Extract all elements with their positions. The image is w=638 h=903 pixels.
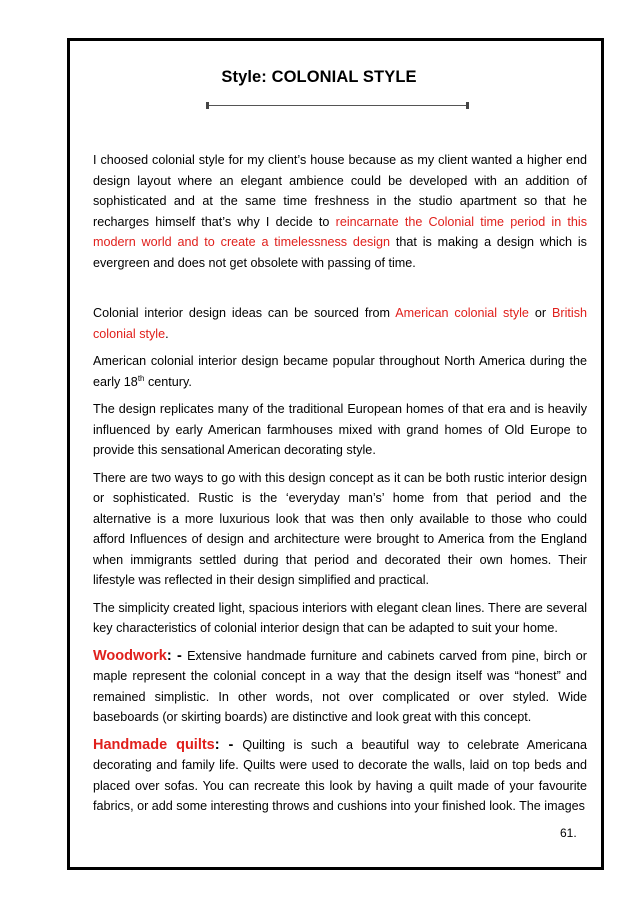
text-run: American colonial interior design became popular throughout North America during the early 18: [93, 354, 587, 389]
paragraph-simplicity: The simplicity created light, spacious interiors with elegant clean lines. There are several key characteristics of colonial interior design that can be adapted to suit your home.: [93, 600, 587, 635]
rule-right-end: [466, 102, 469, 109]
woodwork-heading: Woodwork: [93, 647, 167, 664]
text-run: .: [165, 326, 169, 341]
superscript: th: [137, 373, 145, 383]
separator: : -: [166, 647, 188, 664]
separator: : -: [214, 736, 243, 753]
rule-left-end: [206, 102, 209, 109]
paragraph-two-ways: There are two ways to go with this design concept as it can be both rustic interior design or sophisticated. Rustic is the ‘everyday man’s’ home from that period and the alternative is a more luxurious look that was then only available to those who could afford Influences of design and architecture were brought to America from the England when immigrants settled during that period and decorated their own homes. Their lifestyle was reflected in their design simplified and practical.: [93, 470, 587, 587]
quilts-heading: Handmade quilts: [93, 736, 215, 753]
text-run: or: [528, 306, 552, 320]
title-underline-rule: [208, 105, 468, 106]
text-run: century.: [144, 374, 192, 389]
paragraph-replicates: The design replicates many of the traditional European homes of that era and is heavily influenced by early American farmhouses mixed with grand homes of Old Europe to provide this sensational American decorating style.: [93, 402, 587, 457]
paragraph-sources: [93, 303, 587, 344]
page-title: Style: COLONIAL STYLE: [221, 68, 417, 86]
page-number: 61.: [560, 826, 577, 840]
text-run: Quilting is such a beautiful way to celebrate Americana decorating and family life. Quilts were used to decorate the walls, laid on top beds and placed over sofas. You can recreate this look by having a quilt made of your favourite fabrics, or add some interesting throws and cushions into your finished look. The images: [93, 737, 588, 813]
text-run: that is making a design which is evergreen and does not get obsolete with passing of time.: [93, 235, 587, 270]
paragraph-american: [93, 351, 587, 392]
paragraph-woodwork: [93, 646, 587, 728]
highlight-text: reincarnate the Colonial time period in this modern world and to create a timelessness design: [93, 214, 587, 249]
highlight-american-colonial: American colonial style: [395, 306, 529, 320]
text-run: I choosed colonial style for my client’s house because as my client wanted a higher end design layout where an elegant ambience could be developed with an addition of sophisticated and at the same time freshness in the studio apartment so that he recharges himself that’s why I decide to: [93, 153, 587, 229]
text-run: Colonial interior design ideas can be sourced from: [93, 306, 396, 320]
text-run: Extensive handmade furniture and cabinets carved from pine, birch or maple represent the colonial concept in a way that the design itself was “honest” and remained simplistic. In other words, not over complicated or over styled. Wide baseboards (or skirting boards) are distinctive and look great with this concept.: [93, 648, 587, 724]
document-body: [93, 150, 587, 817]
paragraph-intro: [93, 150, 587, 273]
paragraph-quilts: [93, 735, 587, 817]
highlight-british-colonial: British colonial style: [93, 306, 587, 341]
